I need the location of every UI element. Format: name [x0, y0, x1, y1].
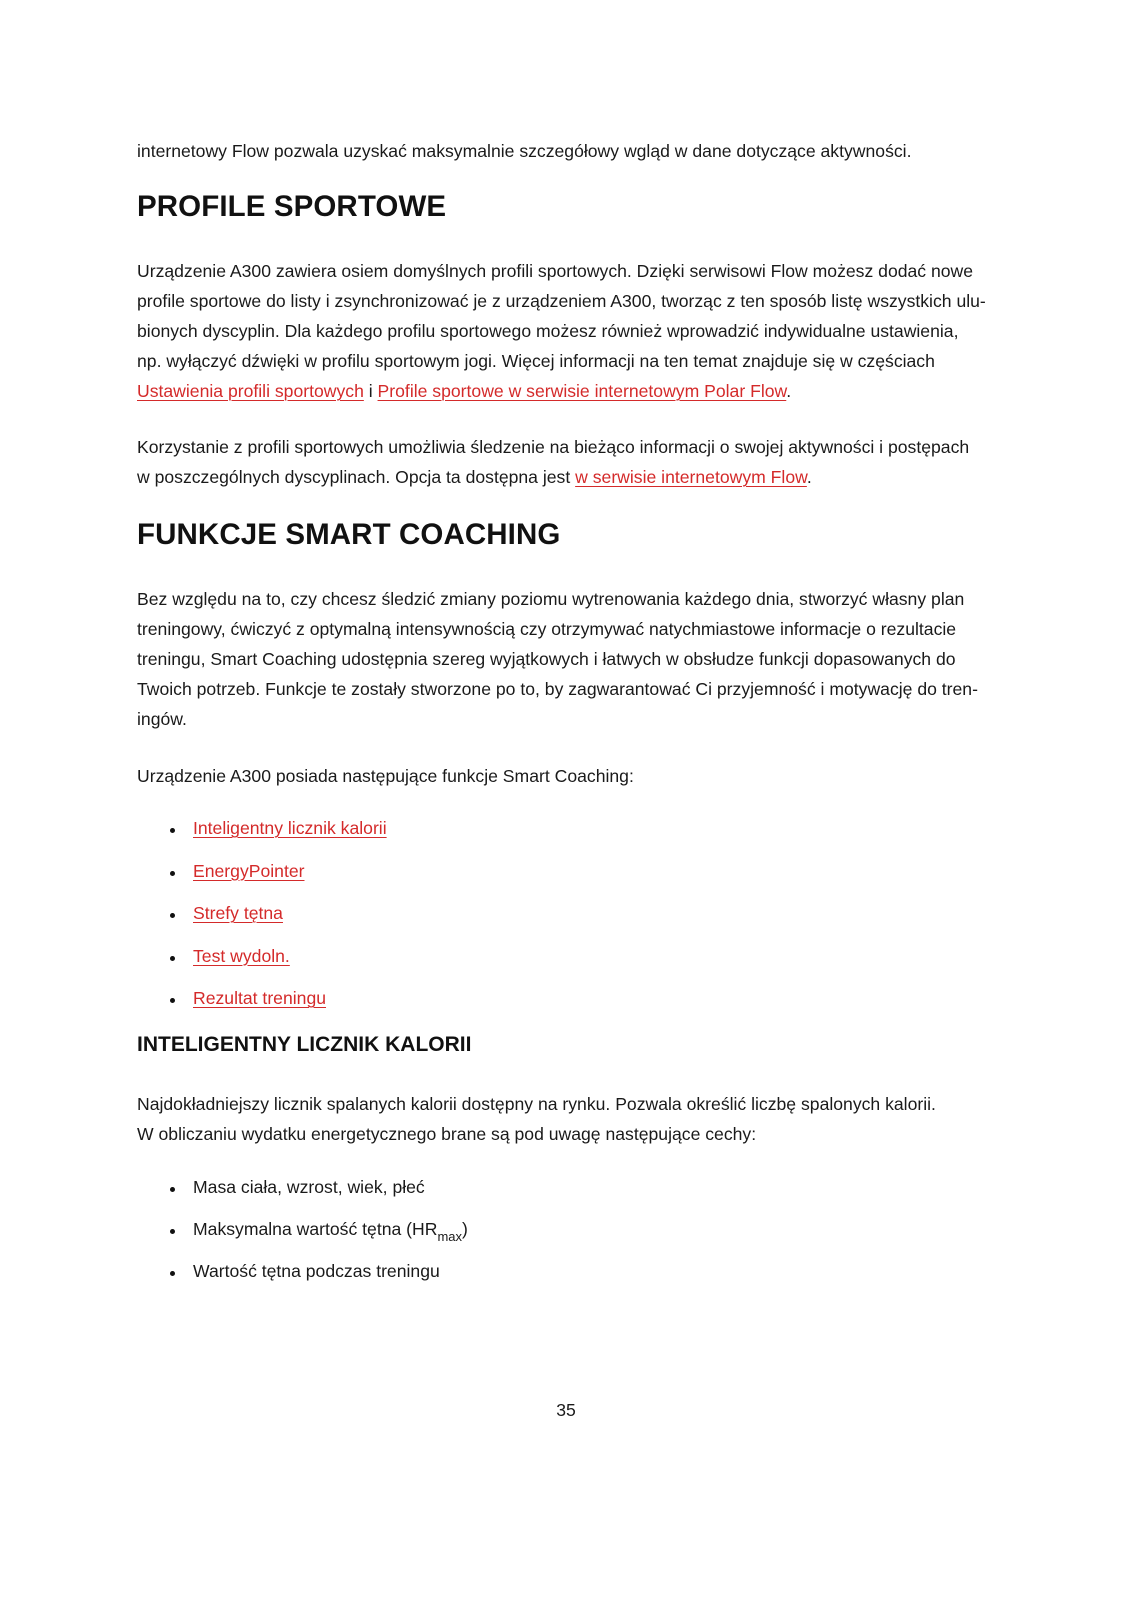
bullet-icon: [170, 998, 175, 1003]
calorie-line1: Najdokładniejszy licznik spalanych kalorii dostępny na rynku. Pozwala określić liczbę spalonych kalorii.: [137, 1094, 936, 1114]
heading-smart-coaching: FUNKCJE SMART COACHING: [137, 518, 561, 551]
list-item: [137, 1256, 468, 1298]
bullet-icon: [170, 1187, 175, 1192]
page-number: 35: [556, 1400, 576, 1420]
profile-p2-end: .: [806, 467, 812, 487]
list-item: [137, 1172, 468, 1214]
list-item: [137, 983, 387, 1026]
link-profile-polar-flow[interactable]: Profile sportowe w serwisie internetowym Polar Flow: [377, 381, 787, 401]
connector-text: i: [363, 381, 378, 401]
factor-hrmax: Maksymalna wartość tętna (HR: [193, 1219, 438, 1239]
factor-hr-training: Wartość tętna podczas treningu: [193, 1261, 440, 1281]
link-test-wydoln[interactable]: Test wydoln.: [193, 945, 290, 966]
smart-coaching-link-list: [137, 813, 387, 1026]
profile-p1-end: .: [786, 381, 792, 401]
smart-p1-line3: treningu, Smart Coaching udostępnia szereg wyjątkowych i łatwych w obsłudze funkcji dopasowanych do: [137, 649, 956, 669]
smart-paragraph-1: [137, 584, 1027, 734]
profile-p1-line4: np. wyłączyć dźwięki w profilu sportowym jogi. Więcej informacji na ten temat znajduje się w częściach: [137, 351, 935, 371]
profile-p1-line2: profile sportowe do listy i zsynchronizować je z urządzeniem A300, tworząc z ten sposób listę wszystkich ulu-: [137, 291, 986, 311]
profile-p1-line3: bionych dyscyplin. Dla każdego profilu sportowego możesz również wprowadzić indywidualne ustawienia,: [137, 321, 959, 341]
hrmax-subscript: max: [437, 1229, 462, 1244]
factor-body: Masa ciała, wzrost, wiek, płeć: [193, 1177, 425, 1197]
smart-p1-line5: ingów.: [137, 709, 187, 729]
link-serwis-flow[interactable]: w serwisie internetowym Flow: [575, 467, 807, 487]
factor-hrmax-end: ): [462, 1219, 468, 1239]
link-inteligentny-licznik[interactable]: Inteligentny licznik kalorii: [193, 818, 387, 838]
calorie-line2: W obliczaniu wydatku energetycznego brane są pod uwagę następujące cechy:: [137, 1124, 757, 1144]
list-item: [137, 856, 387, 899]
heading-licznik-kalorii: INTELIGENTNY LICZNIK KALORII: [137, 1033, 472, 1056]
bullet-icon: [170, 1229, 175, 1234]
calorie-factor-list: [137, 1172, 468, 1298]
link-rezultat-treningu[interactable]: Rezultat treningu: [193, 988, 327, 1008]
intro-paragraph: internetowy Flow pozwala uzyskać maksymalnie szczegółowy wgląd w dane dotyczące aktywności.: [137, 141, 912, 161]
profile-p2-line1: Korzystanie z profili sportowych umożliwia śledzenie na bieżąco informacji o swojej aktywności i postępach: [137, 437, 970, 457]
link-strefy-tetna[interactable]: Strefy tętna: [193, 903, 283, 923]
list-item: [137, 941, 387, 984]
heading-profile-sportowe: PROFILE SPORTOWE: [137, 190, 447, 223]
profile-paragraph-1: [137, 256, 1027, 406]
bullet-icon: [170, 1271, 175, 1276]
smart-p1-line4: Twoich potrzeb. Funkcje te zostały stworzone po to, by zagwarantować Ci przyjemność i motywację do tren-: [137, 679, 978, 699]
link-ustawienia-profili[interactable]: Ustawienia profili sportowych: [137, 381, 364, 401]
profile-paragraph-2: [137, 432, 1027, 492]
list-item: [137, 813, 387, 856]
bullet-icon: [170, 913, 175, 918]
link-energypointer[interactable]: EnergyPointer: [193, 860, 305, 881]
smart-p1-line2: treningowy, ćwiczyć z optymalną intensywnością czy otrzymywać natychmiastowe informacje o rezultacie: [137, 619, 957, 639]
smart-p1-line1: Bez względu na to, czy chcesz śledzić zmiany poziomu wytrenowania każdego dnia, stworzyć własny plan: [137, 589, 965, 609]
bullet-icon: [170, 828, 175, 833]
smart-paragraph-2: Urządzenie A300 posiada następujące funkcje Smart Coaching:: [137, 766, 634, 786]
list-item: [137, 898, 387, 941]
list-item: [137, 1214, 468, 1256]
profile-p1-line1: Urządzenie A300 zawiera osiem domyślnych profili sportowych. Dzięki serwisowi Flow możesz dodać nowe: [137, 261, 974, 281]
profile-p2-line2: w poszczególnych dyscyplinach. Opcja ta dostępna jest: [137, 467, 576, 487]
bullet-icon: [170, 871, 175, 876]
calorie-paragraph: [137, 1089, 1027, 1149]
bullet-icon: [170, 956, 175, 961]
